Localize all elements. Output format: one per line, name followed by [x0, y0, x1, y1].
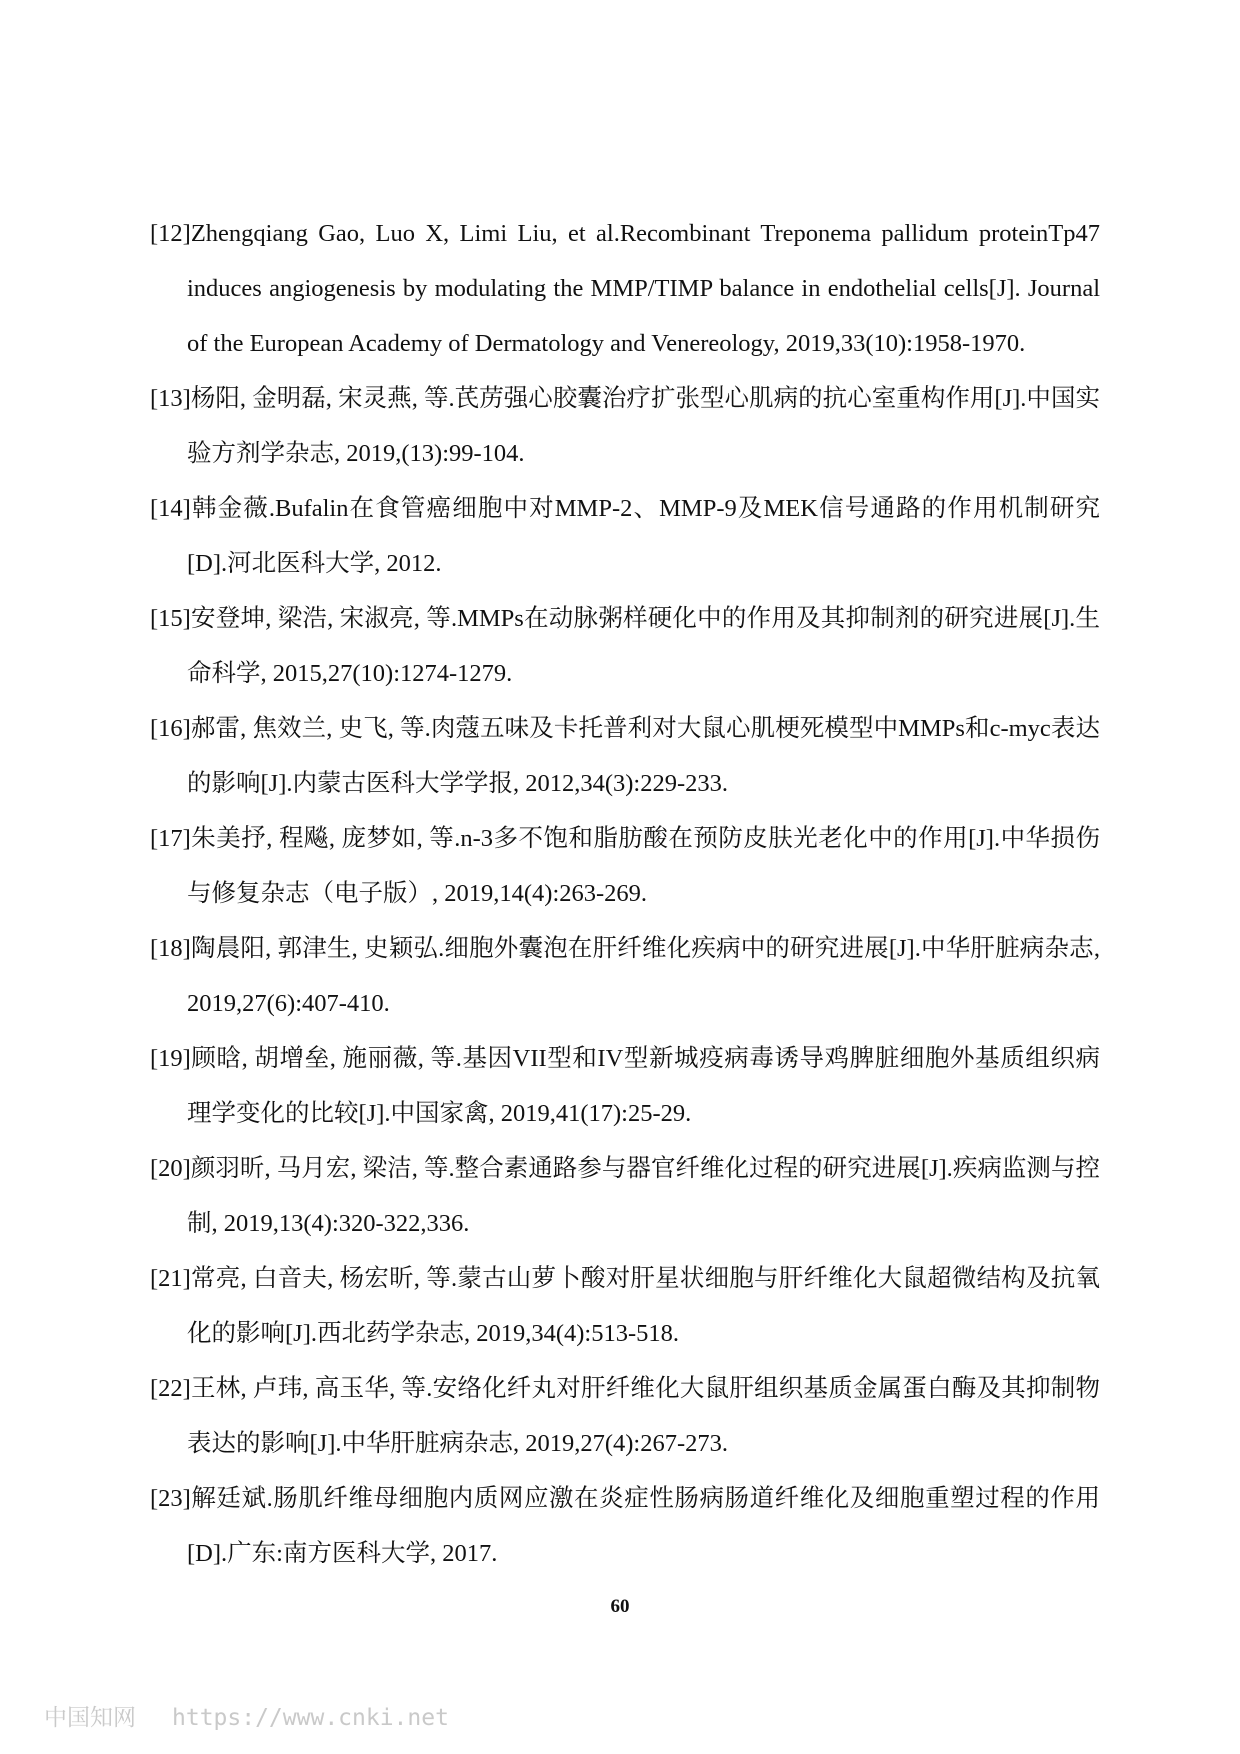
reference-item: [14]韩金薇.Bufalin在食管癌细胞中对MMP-2、MMP-9及MEK信号通路的作用机制研究[D].河北医科大学, 2012. [150, 495, 1100, 577]
reference-item: [19]顾晗, 胡增垒, 施丽薇, 等.基因VII型和IV型新城疫病毒诱导鸡脾脏细胞外基质组织病理学变化的比较[J].中国家禽, 2019,41(17):25-29. [150, 1045, 1100, 1127]
reference-item: [20]颜羽昕, 马月宏, 梁洁, 等.整合素通路参与器官纤维化过程的研究进展[J].疾病监测与控制, 2019,13(4):320-322,336. [150, 1155, 1100, 1237]
reference-item: [18]陶晨阳, 郭津生, 史颖弘.细胞外囊泡在肝纤维化疾病中的研究进展[J].中华肝脏病杂志, 2019,27(6):407-410. [150, 935, 1100, 1017]
watermark-brand: 中国知网 [44, 1705, 136, 1731]
reference-item: [13]杨阳, 金明磊, 宋灵燕, 等.芪苈强心胶囊治疗扩张型心肌病的抗心室重构作用[J].中国实验方剂学杂志, 2019,(13):99-104. [150, 385, 1100, 467]
reference-item: [21]常亮, 白音夫, 杨宏昕, 等.蒙古山萝卜酸对肝星状细胞与肝纤维化大鼠超微结构及抗氧化的影响[J].西北药学杂志, 2019,34(4):513-518. [150, 1265, 1100, 1347]
page-number: 60 [610, 1596, 630, 1617]
reference-item: [15]安登坤, 梁浩, 宋淑亮, 等.MMPs在动脉粥样硬化中的作用及其抑制剂的研究进展[J].生命科学, 2015,27(10):1274-1279. [150, 605, 1100, 687]
watermark-url: https://www.cnki.net [172, 1705, 449, 1731]
reference-item: [16]郝雷, 焦效兰, 史飞, 等.肉蔻五味及卡托普利对大鼠心肌梗死模型中MMPs和c-myc表达的影响[J].内蒙古医科大学学报, 2012,34(3):229-233. [150, 715, 1100, 797]
watermark [44, 1699, 449, 1732]
reference-item: [22]王林, 卢玮, 高玉华, 等.安络化纤丸对肝纤维化大鼠肝组织基质金属蛋白酶及其抑制物表达的影响[J].中华肝脏病杂志, 2019,27(4):267-273. [150, 1375, 1100, 1457]
reference-list [150, 206, 1100, 1581]
reference-item: [12]Zhengqiang Gao, Luo X, Limi Liu, et al.Recombinant Treponema pallidum proteinTp47 induces angiogenesis by modulating the MMP/TIMP balance in endothelial cells[J]. Journal of the European Academy of Dermatology and Venereology, 2019,33(10):1958-1970. [150, 220, 1100, 357]
reference-item: [17]朱美抒, 程飚, 庞梦如, 等.n-3多不饱和脂肪酸在预防皮肤光老化中的作用[J].中华损伤与修复杂志（电子版）, 2019,14(4):263-269. [150, 825, 1100, 907]
reference-item: [23]解廷斌.肠肌纤维母细胞内质网应激在炎症性肠病肠道纤维化及细胞重塑过程的作用[D].广东:南方医科大学, 2017. [150, 1485, 1100, 1567]
